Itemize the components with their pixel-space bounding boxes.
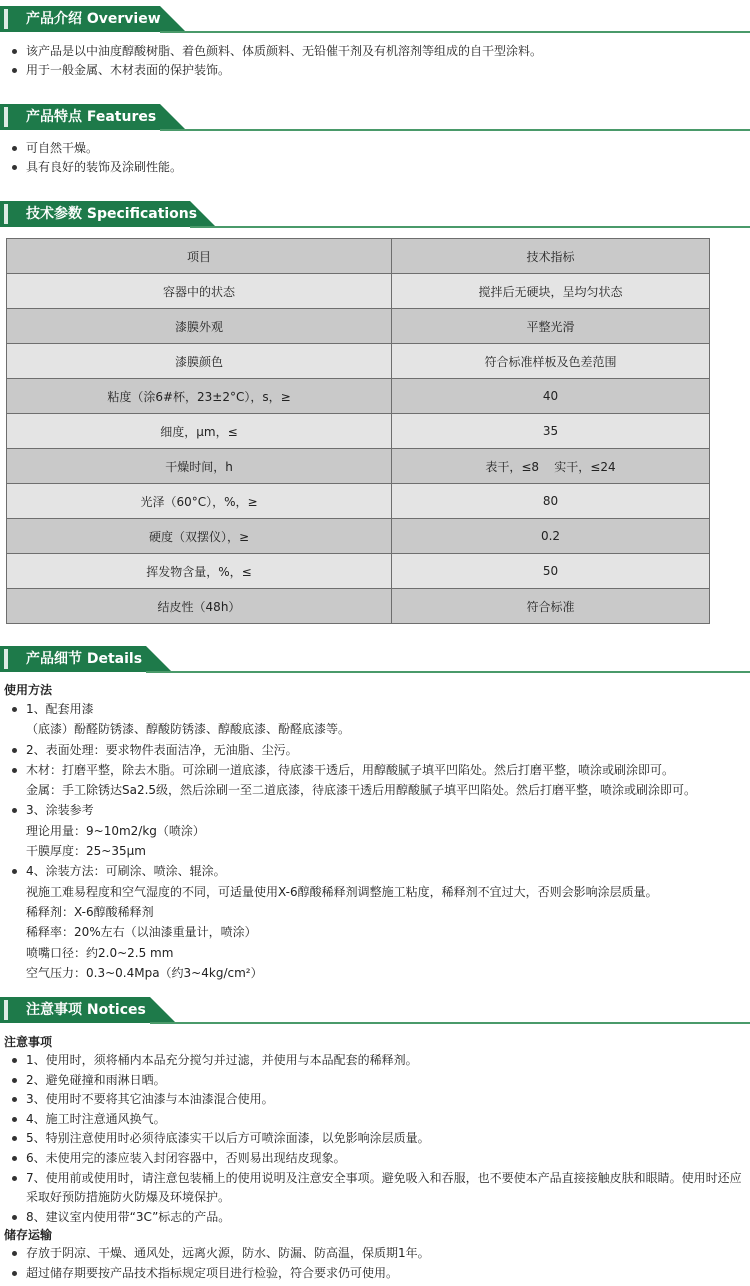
table-cell: 挥发物含量，%，≤ [7,554,392,589]
table-cell: 细度，μm，≤ [7,414,392,449]
section-header-details [0,646,750,678]
list-item: 1、配套用漆 [0,699,750,719]
list-item: 4、涂装方法：可刷涂、喷涂、辊涂。 [0,861,750,881]
table-cell: 符合标准 [392,589,710,624]
bullet-icon [12,1097,17,1102]
table-row [7,309,710,344]
table-cell: 漆膜外观 [7,309,392,344]
section-title-specifications: 技术参数 Specifications [26,206,198,222]
list-item: 喷嘴口径：约2.0~2.5 mm [26,945,174,960]
bullet-icon [12,1117,17,1122]
spec-table [6,238,710,624]
notices-subheading: 注意事项 [4,1035,53,1049]
list-item: 空气压力：0.3~0.4Mpa（约3~4kg/cm²） [26,965,263,980]
list-item: （底漆）酚醛防锈漆、醇酸防锈漆、醇酸底漆、酚醛底漆等。 [26,722,351,737]
section-title-features: 产品特点 Features [26,109,157,125]
list-item: 木材：打磨平整，除去木脂。可涂刷一道底漆，待底漆干透后，用醇酸腻子填平凹陷处。然后打磨平整，喷涂或刷涂即可。 [0,760,750,780]
list-item: 理论用量：9~10m2/kg（喷涂） [26,823,205,838]
bullet-icon [12,1058,17,1063]
usage-subheading: 使用方法 [4,683,53,697]
bullet-icon [12,768,17,773]
section-title-overview: 产品介绍 Overview [26,11,161,27]
bullet-icon [12,165,17,170]
table-cell: 80 [392,484,710,519]
bullet-icon [12,808,17,813]
bullet-icon [12,748,17,753]
list-item: 稀释率：20%左右（以油漆重量计，喷涂） [26,925,257,940]
list-item: 6、未使用完的漆应装入封闭容器中，否则易出现结皮现象。 [0,1149,750,1169]
list-item: 视施工难易程度和空气湿度的不同，可适量使用X-6醇酸稀释剂调整施工粘度，稀释剂不宜过大，否则会影响涂层质量。 [26,884,658,899]
table-cell: 符合标准样板及色差范围 [392,344,710,379]
details-list [0,699,750,983]
table-cell: 50 [392,554,710,589]
table-row [7,344,710,379]
bullet-icon [12,1215,17,1220]
list-item: 2、避免碰撞和雨淋日晒。 [0,1071,750,1091]
bullet-icon [12,146,17,151]
bullet-icon [12,1271,17,1276]
list-item: 存放于阴凉、干燥、通风处，远离火源，防水、防漏、防高温，保质期1年。 [0,1244,750,1264]
list-item: 5、特别注意使用时必须待底漆实干以后方可喷涂面漆，以免影响涂层质量。 [0,1129,750,1149]
section-header-specifications [0,201,750,233]
table-row [7,484,710,519]
bullet-icon [12,707,17,712]
table-cell: 搅拌后无硬块，呈均匀状态 [392,274,710,309]
table-cell: 35 [392,414,710,449]
list-item: 金属：手工除锈达Sa2.5级，然后涂刷一至二道底漆，待底漆干透后用醇酸腻子填平凹陷处。然后打磨平整，喷涂或刷涂即可。 [26,783,697,798]
bullet-icon [12,1251,17,1256]
table-cell: 结皮性（48h） [7,589,392,624]
table-row [7,449,710,484]
list-item: 8、建议室内使用带“3C”标志的产品。 [0,1208,750,1228]
table-cell: 干燥时间，h [7,449,392,484]
list-item: 7、使用前或使用时，请注意包装桶上的使用说明及注意安全事项。避免吸入和吞服，也不要使本产品直接接触皮肤和眼睛。使用时还应采取好预防措施防火防爆及环境保护。 [0,1169,750,1208]
table-row [7,379,710,414]
storage-subheading: 储存运输 [4,1228,53,1242]
list-item: 可自然干燥。 [0,139,750,158]
table-row [7,274,710,309]
list-item: 用于一般金属、木材表面的保护装饰。 [0,61,750,80]
table-cell: 漆膜颜色 [7,344,392,379]
bullet-icon [12,1078,17,1083]
table-cell: 硬度（双摆仪），≥ [7,519,392,554]
overview-list [0,42,750,80]
storage-list [0,1244,750,1283]
table-cell: 40 [392,379,710,414]
table-row [7,519,710,554]
bullet-icon [12,68,17,73]
notices-list [0,1051,750,1227]
list-item: 超过储存期要按产品技术指标规定项目进行检验，符合要求仍可使用。 [0,1264,750,1284]
bullet-icon [12,1176,17,1181]
bullet-icon [12,869,17,874]
bullet-icon [12,49,17,54]
table-row [7,589,710,624]
list-item: 1、使用时，须将桶内本品充分搅匀并过滤，并使用与本品配套的稀释剂。 [0,1051,750,1071]
table-header-cell: 项目 [7,239,392,274]
bullet-icon [12,1136,17,1141]
table-row [7,554,710,589]
list-item: 干膜厚度：25~35μm [26,844,146,859]
section-title-notices: 注意事项 Notices [26,1002,146,1018]
table-cell: 0.2 [392,519,710,554]
table-header-cell: 技术指标 [392,239,710,274]
features-list [0,139,750,177]
table-cell: 表干，≤8 实干，≤24 [392,449,710,484]
table-cell: 光泽（60°C），%，≥ [7,484,392,519]
table-cell: 粘度（涂6#杯，23±2°C），s，≥ [7,379,392,414]
section-title-details: 产品细节 Details [26,651,143,667]
bullet-icon [12,1156,17,1161]
list-item: 具有良好的装饰及涂刷性能。 [0,158,750,177]
list-item: 该产品是以中油度醇酸树脂、着色颜料、体质颜料、无铅催干剂及有机溶剂等组成的自干型涂料。 [0,42,750,61]
list-item: 3、涂装参考 [0,800,750,820]
table-header-row [7,239,710,274]
list-item: 4、施工时注意通风换气。 [0,1110,750,1130]
list-item: 稀释剂：X-6醇酸稀释剂 [26,904,154,919]
section-header-features [0,104,750,136]
section-header-overview [0,6,750,38]
list-item: 2、表面处理：要求物件表面洁净，无油脂、尘污。 [0,740,750,760]
table-row [7,414,710,449]
table-cell: 平整光滑 [392,309,710,344]
list-item: 3、使用时不要将其它油漆与本油漆混合使用。 [0,1090,750,1110]
section-header-notices [0,997,750,1029]
table-cell: 容器中的状态 [7,274,392,309]
